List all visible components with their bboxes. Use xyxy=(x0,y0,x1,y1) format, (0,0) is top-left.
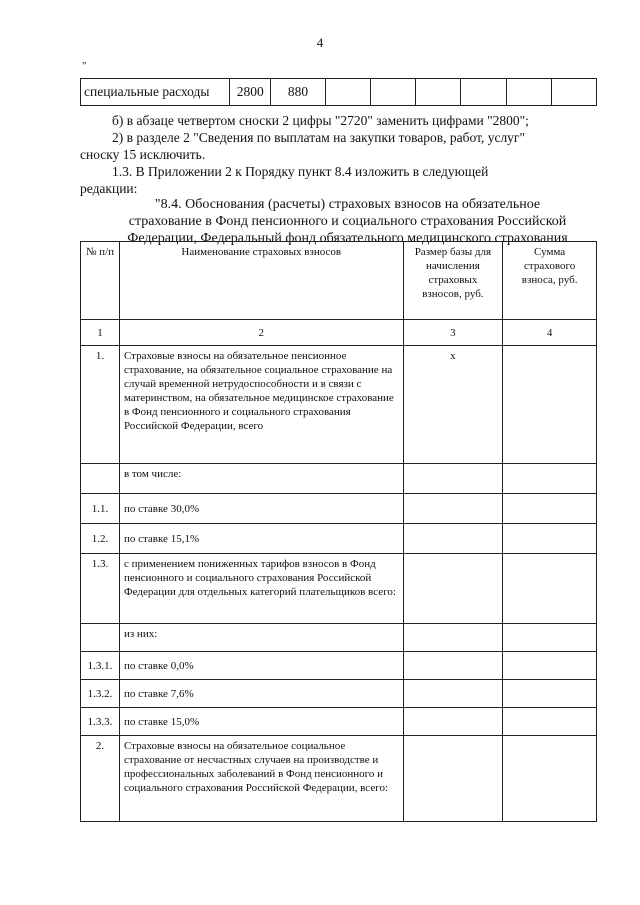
table-row xyxy=(81,464,597,494)
row-base xyxy=(403,554,503,624)
row-name: в том числе: xyxy=(119,464,403,494)
table-row xyxy=(81,652,597,680)
row-num xyxy=(81,464,120,494)
row-sum xyxy=(503,524,597,554)
row-num: 1.3.1. xyxy=(81,652,120,680)
row-sum xyxy=(503,708,597,736)
expenses-row xyxy=(81,79,597,106)
column-number-row xyxy=(81,320,597,346)
column-number: 2 xyxy=(119,320,403,346)
row-num: 1. xyxy=(81,346,120,464)
insurance-contributions-table xyxy=(80,241,597,822)
section-caption-line2: страхование в Фонд пенсионного и социального страхования Российской xyxy=(128,214,567,229)
header-name: Наименование страховых взносов xyxy=(119,242,403,320)
table-row xyxy=(81,346,597,464)
row-sum xyxy=(503,494,597,524)
expenses-value xyxy=(461,79,506,106)
quote-mark: " xyxy=(82,60,87,72)
expenses-value xyxy=(416,79,461,106)
table-row xyxy=(81,494,597,524)
row-sum xyxy=(503,652,597,680)
table-row xyxy=(81,554,597,624)
paragraph-1-3-line1: 1.3. В Приложении 2 к Порядку пункт 8.4 изложить в следующей xyxy=(112,164,489,179)
row-sum xyxy=(503,736,597,822)
expenses-value xyxy=(371,79,416,106)
paragraph-b: б) в абзаце четвертом сноски 2 цифры "2720" заменить цифрами "2800"; xyxy=(112,113,529,128)
row-name: Страховые взносы на обязательное пенсионное страхование, на обязательное социальное страхование на случай временной нетрудоспособности и в связи с материнством, на обязательное медицинское страхование в Фонд пенсионного и социального страхования Российской Федерации, всего xyxy=(119,346,403,464)
row-name: по ставке 15,1% xyxy=(119,524,403,554)
row-sum xyxy=(503,554,597,624)
row-base xyxy=(403,736,503,822)
row-num: 1.1. xyxy=(81,494,120,524)
row-name: с применением пониженных тарифов взносов в Фонд пенсионного и социального страхования Российской Федерации для отдельных категорий плательщиков всего: xyxy=(119,554,403,624)
row-base: x xyxy=(403,346,503,464)
expenses-label: специальные расходы xyxy=(81,79,230,106)
row-sum xyxy=(503,624,597,652)
row-base xyxy=(403,652,503,680)
row-name: по ставке 30,0% xyxy=(119,494,403,524)
expenses-value xyxy=(551,79,596,106)
table-row xyxy=(81,708,597,736)
row-base xyxy=(403,624,503,652)
row-num: 1.3.3. xyxy=(81,708,120,736)
table-row xyxy=(81,624,597,652)
row-sum xyxy=(503,680,597,708)
expenses-value xyxy=(506,79,551,106)
expenses-value: 880 xyxy=(271,79,326,106)
row-num xyxy=(81,624,120,652)
row-num: 1.3.2. xyxy=(81,680,120,708)
row-base xyxy=(403,524,503,554)
row-base xyxy=(403,464,503,494)
row-base xyxy=(403,494,503,524)
paragraph-1-3-line2: редакции: xyxy=(80,181,138,196)
header-num: № п/п xyxy=(81,242,120,320)
table-row xyxy=(81,736,597,822)
table-row xyxy=(81,680,597,708)
column-number: 3 xyxy=(403,320,503,346)
row-name: Страховые взносы на обязательное социальное страхование от несчастных случаев на производстве и профессиональных заболеваний в Фонд пенсионного и социального страхования Российской Федерации, всего: xyxy=(119,736,403,822)
row-name: по ставке 7,6% xyxy=(119,680,403,708)
expenses-table-fragment xyxy=(80,78,597,106)
table-row xyxy=(81,524,597,554)
paragraph-2-line1: 2) в разделе 2 "Сведения по выплатам на закупки товаров, работ, услуг" xyxy=(112,130,525,145)
row-base xyxy=(403,708,503,736)
row-base xyxy=(403,680,503,708)
row-num: 2. xyxy=(81,736,120,822)
table-header-row xyxy=(81,242,597,320)
section-caption-line3: Федерации, Федеральный фонд обязательного медицинского страхования xyxy=(127,231,568,246)
paragraph-2-line2: сноску 15 исключить. xyxy=(80,147,206,162)
page-number: 4 xyxy=(316,35,324,50)
header-base: Размер базы для начисления страховых взносов, руб. xyxy=(403,242,503,320)
column-number: 4 xyxy=(503,320,597,346)
row-num: 1.2. xyxy=(81,524,120,554)
header-sum: Сумма страхового взноса, руб. xyxy=(503,242,597,320)
expenses-value: 2800 xyxy=(230,79,271,106)
row-name: по ставке 0,0% xyxy=(119,652,403,680)
row-name: по ставке 15,0% xyxy=(119,708,403,736)
row-num: 1.3. xyxy=(81,554,120,624)
expenses-value xyxy=(325,79,370,106)
row-name: из них: xyxy=(119,624,403,652)
column-number: 1 xyxy=(81,320,120,346)
section-caption-line1: "8.4. Обоснования (расчеты) страховых взносов на обязательное xyxy=(154,197,541,212)
row-sum xyxy=(503,464,597,494)
row-sum xyxy=(503,346,597,464)
